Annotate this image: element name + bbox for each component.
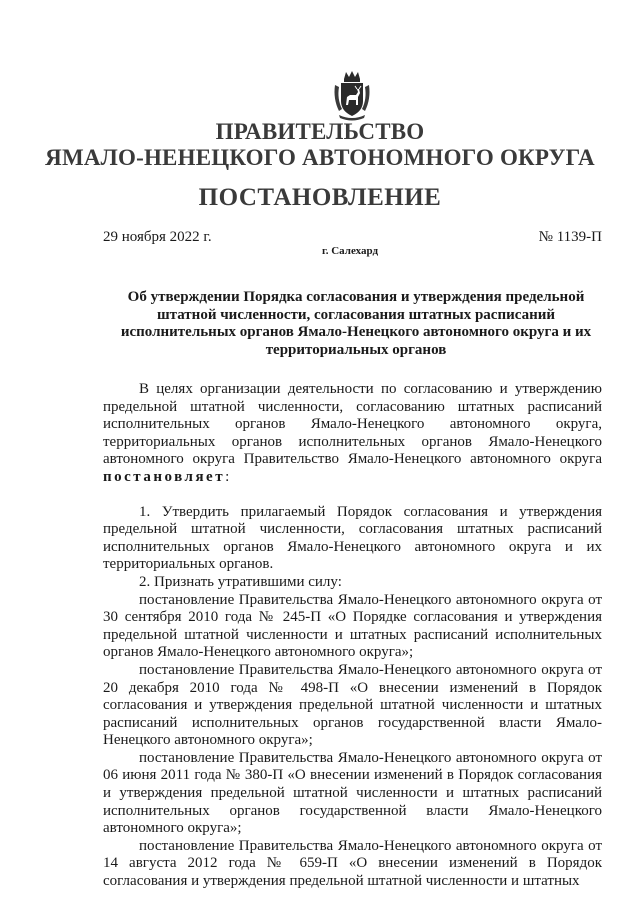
government-title-line-1: ПРАВИТЕЛЬСТВО (215, 119, 425, 144)
intro-text: В целях организации деятельности по согласованию и утверждению предельной штатной численности, согласованию штатных расписаний исполнительных органов Ямало-Ненецкого автономного округа, территориальных органов исполнительных органов Ямало-Ненецкого автономного округа Правительство Ямало-Ненецкого автономного округа (103, 381, 602, 468)
repealed-decree-2: постановление Правительства Ямало-Ненецкого автономного округа от 20 декабря 2010 года № 498-П «О внесении изменений в Порядок согласования и утверждения предельной штатной численности и штатных расписаний исполнительных органов государственной власти Ямало-Ненецкого автономного округа»; (103, 661, 602, 749)
document-body (103, 381, 602, 891)
document-type: ПОСТАНОВЛЕНИЕ (198, 184, 442, 211)
intro-paragraph (103, 381, 602, 487)
item-1: 1. Утвердить прилагаемый Порядок согласования и утверждения предельной штатной численности, согласования штатных расписаний исполнительных органов Ямало-Ненецкого автономного округа и их территориальных органов. (103, 503, 602, 573)
repealed-decree-1: постановление Правительства Ямало-Ненецкого автономного округа от 30 сентября 2010 года № 245-П «О Порядке согласования и утверждения предельной штатной численности и штатных расписаний исполнительных органов Ямало-Ненецкого автономного округа»; (103, 591, 602, 661)
document-city: г. Салехард (321, 245, 379, 257)
document-number: № 1139-П (538, 229, 602, 245)
decree-colon: : (225, 468, 230, 485)
government-title-line-2: ЯМАЛО-НЕНЕЦКОГО АВТОНОМНОГО ОКРУГА (45, 145, 595, 170)
document-heading: Об утверждении Порядка согласования и утверждения предельной штатной численности, согласования штатных расписаний исполнительных органов Ямало-Ненецкого автономного округа и их территориальных органов (120, 289, 592, 358)
decree-word: постановляет (103, 468, 226, 485)
item-2: 2. Признать утратившими силу: (139, 573, 342, 590)
document-date: 29 ноября 2022 г. (103, 229, 212, 245)
repealed-decree-4: постановление Правительства Ямало-Ненецкого автономного округа от 14 августа 2012 года № 659-П «О внесении изменений в Порядок согласования и утверждения предельной штатной численности и штатных (103, 837, 602, 890)
coat-of-arms-icon (331, 69, 373, 121)
repealed-decree-3: постановление Правительства Ямало-Ненецкого автономного округа от 06 июня 2011 года № 380-П «О внесении изменений в Порядок согласования и утверждения предельной штатной численности и штатных расписаний исполнительных органов государственной власти Ямало-Ненецкого автономного округа»; (103, 749, 602, 837)
